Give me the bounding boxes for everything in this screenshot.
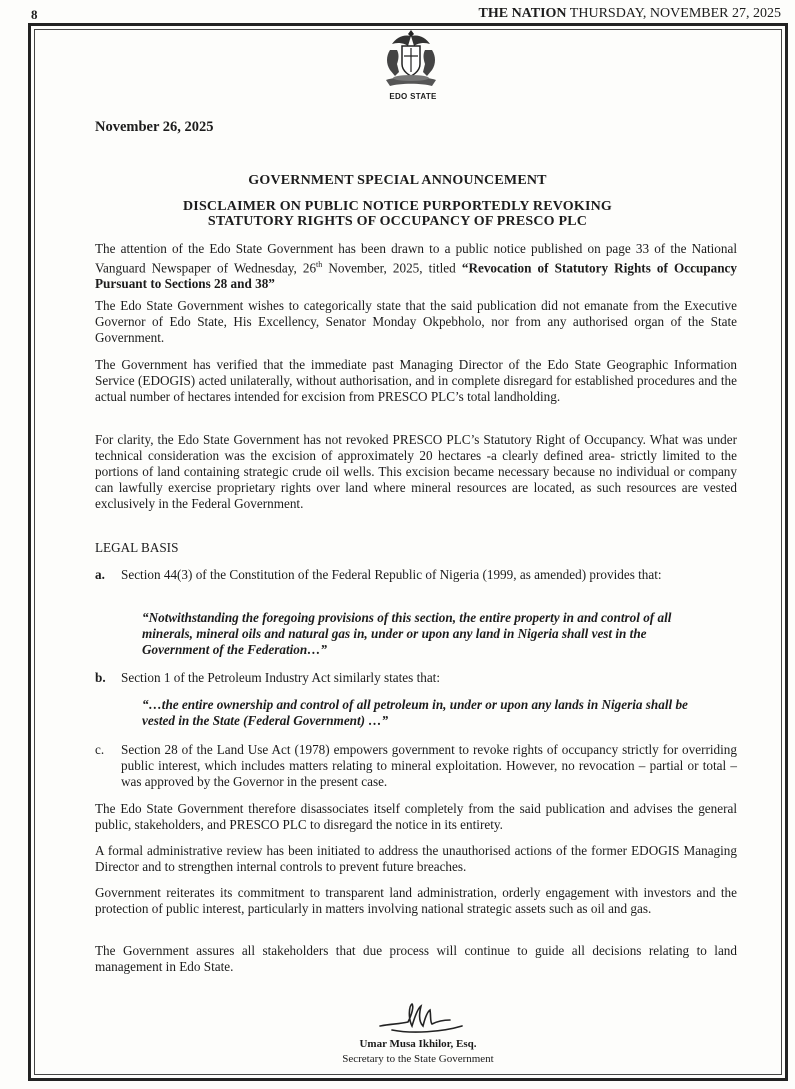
coat-of-arms-icon [378,28,444,90]
legal-item-marker: b. [95,670,106,685]
paragraph-attention [95,241,737,292]
page-number: 8 [31,7,38,22]
paragraph-assurance: The Government assures all stakeholders that due process will continue to guide all decisions relating to land management in Edo State. [95,943,737,974]
paragraph-verification: The Government has verified that the immediate past Managing Director of the Edo State Geographic Information Service (EDOGIS) acted unilaterally, without authorisation, and in complete disregard for established procedures and the actual number of hectares intended for excision from PRESCO PLC’s total landholding. [95,357,737,404]
issue-date: THURSDAY, NOVEMBER 27, 2025 [569,6,781,21]
notice-title: “Revocation of Statutory Rights of Occupancy Pursuant to Sections 28 and 38” [95,260,737,292]
legal-basis-heading: LEGAL BASIS [95,540,179,555]
ordinal-suffix: th [316,259,323,269]
paragraph-clarity: For clarity, the Edo State Government has not revoked PRESCO PLC’s Statutory Right of Occupancy. What was under technical consideration was the excision of approximately 20 hectares -a clearly defined area- strictly limited to the portions of land containing strategic crude oil wells. This excision became necessary because no individual or company can lawfully exercise proprietary rights over land where mineral resources are located, as such resources are vested exclusively in the Federal Government. [95,432,737,511]
legal-quote: “Notwithstanding the foregoing provisions of this section, the entire property in and control of all minerals, mineral oils and natural gas in, under or upon any land in Nigeria shall vest in the Government of the Federation…” [142,610,672,657]
signatory-title: Secretary to the State Government [342,1053,494,1065]
disclaimer-title-line: STATUTORY RIGHTS OF OCCUPANCY OF PRESCO PLC [207,214,588,229]
paragraph-text: The attention of the Edo State Government has been drawn to a public notice published on page 33 of the National Vanguard Newspaper of Wednesday, 26 [95,241,737,276]
publication-name: THE NATION [478,6,567,21]
paragraph-text: November, 2025, titled [322,260,462,276]
letter-date: November 26, 2025 [95,119,214,135]
signatory-name: Umar Musa Ikhilor, Esq. [359,1038,477,1050]
newspaper-masthead [479,6,782,22]
paragraph-disassociation: The Edo State Government therefore disassociates itself completely from the said publication and advises the general public, stakeholders, and PRESCO PLC to disregard the notice in its entirety. [95,801,737,832]
crest-label: EDO STATE [389,92,437,101]
disclaimer-title-line: DISCLAIMER ON PUBLIC NOTICE PURPORTEDLY REVOKING [182,199,612,214]
disclaimer-title [120,199,675,229]
legal-item-text: Section 28 of the Land Use Act (1978) empowers government to revoke rights of occupancy strictly for overriding public interest, which includes matters relating to mineral exploitation. However, no revocation – partial or total – was approved by the Governor in the present case. [121,742,737,789]
paragraph-review: A formal administrative review has been initiated to address the unauthorised actions of the former EDOGIS Managing Director and to strengthen internal controls to prevent future breaches. [95,843,737,874]
legal-item-marker: a. [95,567,105,582]
legal-item-marker: c. [95,742,105,757]
legal-item-text: Section 44(3) of the Constitution of the Federal Republic of Nigeria (1999, as amended) provides that: [121,567,662,582]
legal-item-text: Section 1 of the Petroleum Industry Act similarly states that: [121,670,441,685]
legal-quote: “…the entire ownership and control of all petroleum in, under or upon any lands in Nigeria shall be vested in the State (Federal Government) …” [142,697,688,728]
paragraph-commitment: Government reiterates its commitment to transparent land administration, orderly engagement with investors and the protection of public interest, particularly in matters involving national strategic assets such as oil and gas. [95,885,737,916]
paragraph-statement: The Edo State Government wishes to categorically state that the said publication did not emanate from the Executive Governor of Edo State, His Excellency, Senator Monday Okpebholo, nor from any authorised organ of the State Government. [95,298,737,345]
signature-icon [372,1000,472,1042]
announcement-title: GOVERNMENT SPECIAL ANNOUNCEMENT [248,173,547,188]
